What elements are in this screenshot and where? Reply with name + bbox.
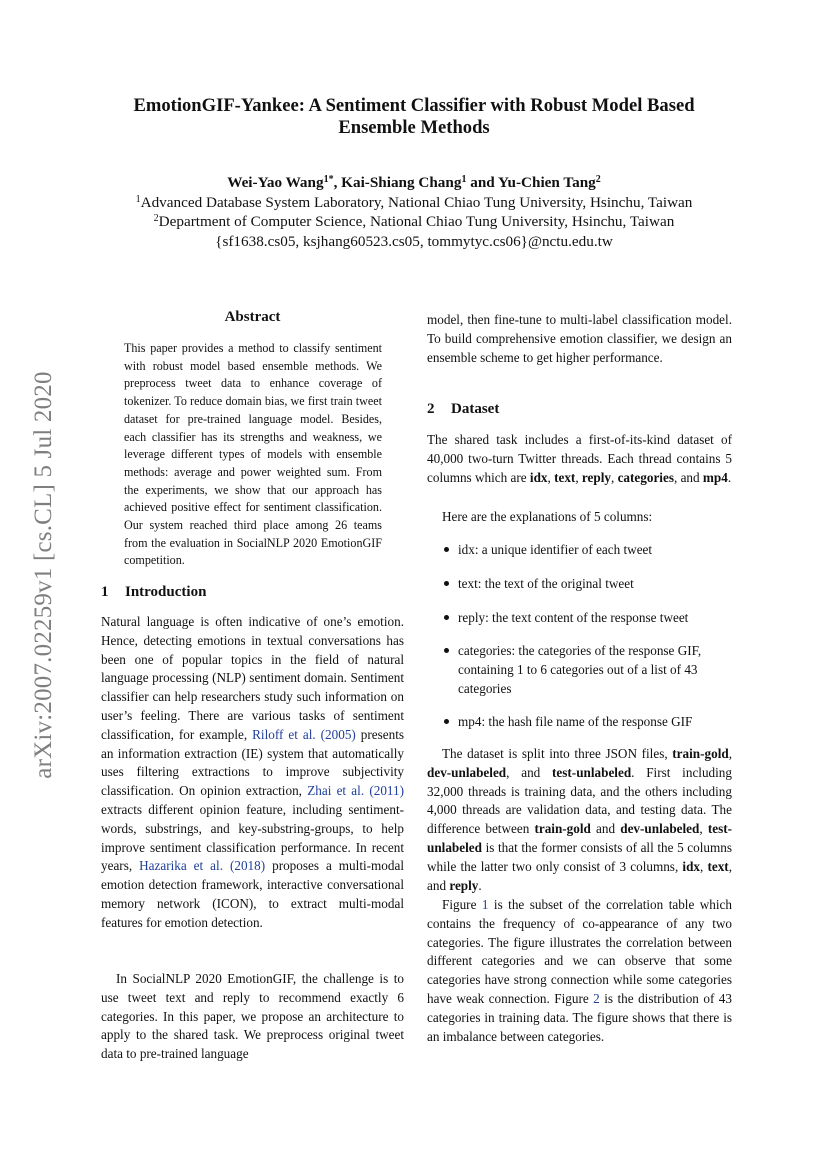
column-name: mp4 bbox=[702, 469, 728, 485]
column-name: idx bbox=[682, 858, 700, 874]
author-2-affiliation-mark: 1 bbox=[461, 174, 467, 185]
figure-link[interactable]: 1 bbox=[481, 897, 489, 912]
punct: , and bbox=[673, 469, 703, 485]
paragraph-text: Figure bbox=[442, 897, 482, 912]
author-3: Yu-Chien Tang bbox=[497, 174, 596, 191]
intro-paragraph-2: In SocialNLP 2020 EmotionGIF, the challenge is to use tweet text and reply to recommend exactly 6 categories. In this paper, we propose an architecture to apply to the shared task. We preprocess original tweet data to pre-trained language bbox=[101, 971, 404, 1062]
file-name: train-gold bbox=[672, 746, 729, 761]
dataset-paragraph-2: Here are the explanations of 5 columns: bbox=[442, 509, 653, 524]
paper-title bbox=[60, 95, 768, 139]
affiliation-2-mark: 2 bbox=[153, 213, 159, 225]
list-item bbox=[427, 574, 732, 593]
citation-link[interactable]: Zhai et al. (2011) bbox=[307, 783, 405, 799]
column-name: text bbox=[707, 858, 729, 874]
column-name: text bbox=[554, 469, 576, 485]
section-heading-dataset bbox=[427, 401, 499, 418]
column-name: idx bbox=[529, 469, 548, 485]
list-item bbox=[427, 608, 732, 627]
paragraph-text: is that the former consists of all the 5 columns while the latter two only consist of 3 columns, bbox=[427, 839, 732, 874]
section-number: 1 bbox=[101, 584, 109, 600]
list-item bbox=[427, 641, 732, 698]
list-item-text: idx: a unique identifier of each tweet bbox=[458, 542, 653, 557]
punct: . bbox=[727, 469, 732, 485]
file-name: train-gold bbox=[534, 821, 591, 837]
affiliation-1-text: Advanced Database System Laboratory, National Chiao Tung University, Hsinchu, Taiwan bbox=[140, 193, 693, 211]
file-name: dev-unlabeled bbox=[427, 764, 507, 780]
list-item-text: text: the text of the original tweet bbox=[458, 576, 634, 591]
title-line-2: Ensemble Methods bbox=[338, 117, 490, 138]
bullet-icon bbox=[444, 648, 449, 653]
section-heading-introduction bbox=[101, 584, 206, 601]
punct: , bbox=[700, 858, 708, 874]
paragraph-text: is the subset of the correlation table which contains the frequency of co-appearance of any two categories. The figure illustrates the correlation between different categories and we can observe that some categories have strong connection while some categories have weak connection. Figure bbox=[427, 897, 732, 1006]
paragraph-text: Natural language is often indicative of one’s emotion. Hence, detecting emotions in textual conversations has been one of popular topics in the field of natural language processing (NLP) sentiment domain. Sentiment classifier can help researchers study such information on user’s feeling. There are various tasks of sentiment classification, for example, bbox=[101, 614, 404, 742]
punct: , bbox=[728, 746, 732, 761]
punct: , and bbox=[427, 858, 732, 893]
author-separator: , bbox=[333, 174, 342, 191]
title-line-1: EmotionGIF-Yankee: A Sentiment Classifier with Robust Model Based bbox=[133, 95, 695, 116]
author-emails[interactable]: {sf1638.cs05, ksjhang60523.cs05, tommytyc.cs06}@nctu.edu.tw bbox=[215, 232, 613, 250]
citation-link[interactable]: Hazarika et al. (2018) bbox=[139, 858, 266, 874]
file-name: test-unlabeled bbox=[427, 821, 732, 855]
section-title: Introduction bbox=[125, 584, 207, 600]
paragraph-text: extracts different opinion feature, including sentiment-words, substrings, and key-substring-groups, to help improve sentiment classification performance. In recent years, bbox=[101, 801, 404, 874]
list-item-text: mp4: the hash file name of the response GIF bbox=[458, 714, 693, 729]
citation-link[interactable]: Riloff et al. (2005) bbox=[252, 726, 356, 742]
paragraph-text: presents an information extraction (IE) system that automatically uses filtering extractions to improve subjectivity classification. On opinion extraction, bbox=[101, 726, 404, 799]
abstract-heading: Abstract bbox=[224, 309, 281, 325]
figure-link[interactable]: 2 bbox=[593, 990, 600, 1006]
dataset-paragraph-1 bbox=[427, 431, 732, 487]
punct: and bbox=[590, 821, 621, 837]
list-item-text: categories: the categories of the response GIF, containing 1 to 6 categories out of a list of 43 categories bbox=[458, 643, 702, 696]
punct: , and bbox=[506, 764, 553, 780]
list-item bbox=[427, 712, 732, 731]
affiliation-1-mark: 1 bbox=[135, 193, 141, 205]
file-name: dev-unlabeled bbox=[620, 821, 700, 837]
paragraph-text: The shared task includes a first-of-its-kind dataset of 40,000 two-turn Twitter threads. Each thread contains 5 columns which are bbox=[427, 432, 732, 485]
punct: , bbox=[610, 469, 618, 485]
column-name: reply bbox=[449, 877, 479, 893]
author-2: Kai-Shiang Chang bbox=[341, 174, 462, 191]
bullet-icon bbox=[444, 547, 449, 552]
author-1-affiliation-mark: 1* bbox=[323, 174, 334, 185]
author-3-affiliation-mark: 2 bbox=[595, 174, 601, 185]
section-title: Dataset bbox=[451, 401, 500, 417]
author-separator: and bbox=[466, 174, 498, 191]
column-name: categories bbox=[617, 469, 674, 485]
author-1: Wei-Yao Wang bbox=[227, 174, 324, 191]
author-block bbox=[0, 173, 828, 251]
column-name: reply bbox=[581, 469, 611, 485]
punct: , bbox=[575, 469, 582, 485]
file-name: test-unlabeled bbox=[552, 764, 632, 780]
bullet-icon bbox=[444, 615, 449, 620]
punct: . bbox=[478, 877, 482, 893]
paragraph-text: is the distribution of 43 categories in training data. The figure shows that there is an imbalance between categories. bbox=[427, 990, 732, 1044]
dataset-paragraph-3 bbox=[427, 745, 732, 895]
author-names bbox=[0, 173, 828, 193]
intro-paragraph-3: model, then fine-tune to multi-label classification model. To build comprehensive emotion classifier, we design an ensemble scheme to get higher performance. bbox=[427, 312, 732, 365]
affiliation-2 bbox=[0, 212, 828, 232]
bullet-icon bbox=[444, 581, 449, 586]
paragraph-text: The dataset is split into three JSON files, bbox=[442, 746, 673, 761]
affiliation-2-text: Department of Computer Science, National Chiao Tung University, Hsinchu, Taiwan bbox=[158, 213, 675, 231]
dataset-paragraph-4 bbox=[427, 896, 732, 1046]
abstract-text: This paper provides a method to classify sentiment with robust model based ensemble methods. We preprocess tweet data to enhance coverage of tokenizer. To reduce domain bias, we first train tweet dataset for pre-trained language model. Besides, each classifier has its strengths and weakness, we leverage different types of models with ensemble methods: average and power weighted sum. From the experiments, we show that our approach has achieved positive effect for sentiment classification. Our system reached third place among 26 teams from the evaluation in SocialNLP 2020 EmotionGIF competition. bbox=[124, 341, 382, 568]
paragraph-text: proposes a multi-modal emotion detection framework, interactive conversational memory network (ICON), to extract multi-modal features for emotion detection. bbox=[101, 858, 404, 930]
paragraph-text: . First including 32,000 threads is training data, and the others including 4,000 threads are validation data, and testing data. The difference between bbox=[427, 764, 732, 837]
arxiv-id: arXiv:2007.02259v1 [cs.CL] 5 Jul 2020 bbox=[30, 371, 57, 779]
list-item bbox=[427, 540, 732, 559]
affiliation-1 bbox=[0, 193, 828, 213]
section-number: 2 bbox=[427, 401, 435, 417]
punct: , bbox=[699, 821, 708, 837]
list-item-text: reply: the text content of the response tweet bbox=[458, 610, 689, 625]
intro-paragraph-1 bbox=[101, 613, 404, 933]
bullet-icon bbox=[444, 719, 449, 724]
punct: , bbox=[547, 469, 555, 485]
